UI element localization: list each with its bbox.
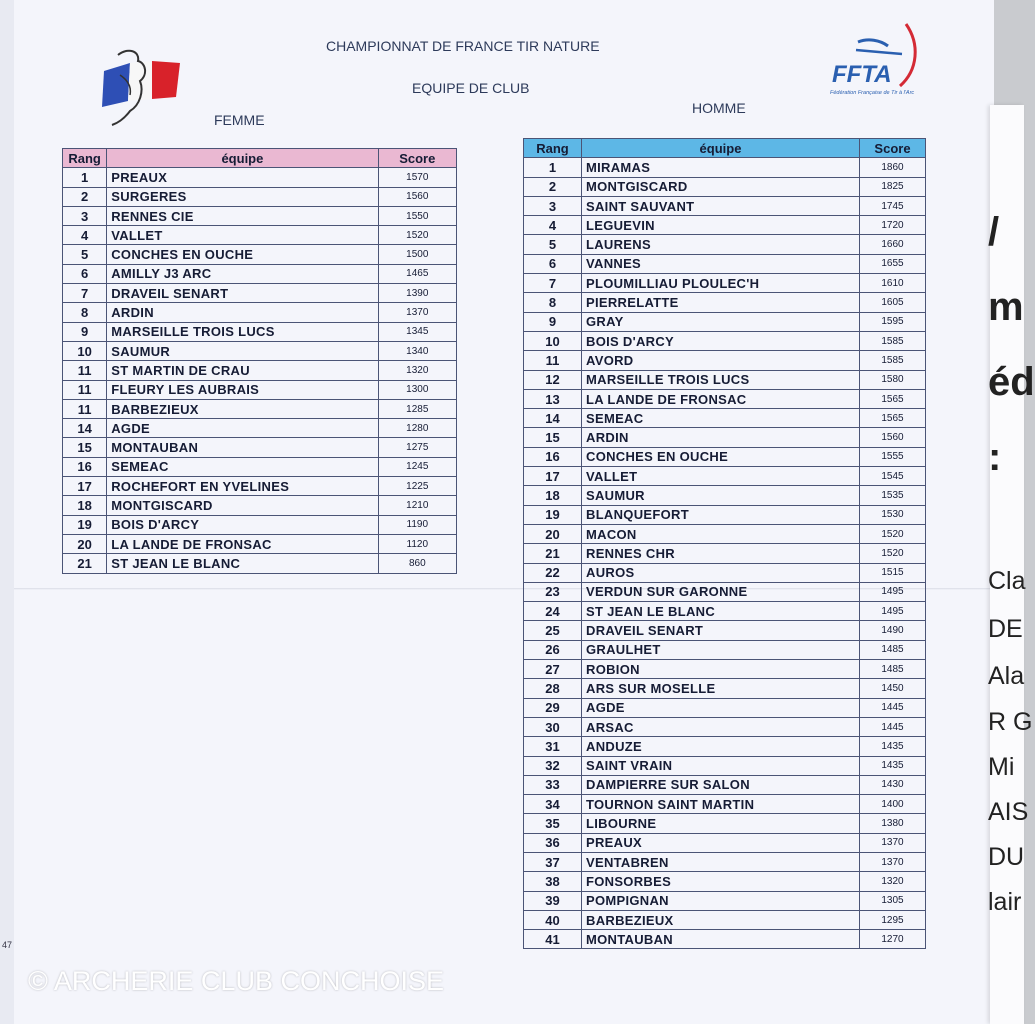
table-row [524,582,926,601]
score-cell: 1485 [860,660,926,679]
table-row [524,351,926,370]
rank-cell: 21 [63,554,107,573]
table-row [63,284,457,303]
table-row [524,274,926,293]
table-row [63,515,457,534]
score-cell: 1450 [860,679,926,698]
team-cell: RENNES CIE [107,206,378,225]
rank-cell: 18 [63,496,107,515]
team-cell: ROBION [582,660,860,679]
score-cell: 1340 [378,341,456,360]
score-cell: 1370 [860,852,926,871]
table-row [524,872,926,891]
rank-cell: 4 [524,216,582,235]
rank-cell: 7 [63,284,107,303]
team-cell: MONTAUBAN [107,438,378,457]
rank-cell: 36 [524,833,582,852]
rank-cell: 16 [63,457,107,476]
table-row [524,447,926,466]
table-row [524,737,926,756]
score-cell: 1370 [860,833,926,852]
rank-cell: 22 [524,563,582,582]
rank-cell: 29 [524,698,582,717]
score-cell: 1270 [860,930,926,949]
team-cell: MACON [582,524,860,543]
table-row [524,621,926,640]
rank-cell: 8 [524,293,582,312]
score-cell: 1300 [378,380,456,399]
table-row [524,544,926,563]
rank-cell: 19 [63,515,107,534]
team-cell: BOIS D'ARCY [582,331,860,350]
table-row [524,795,926,814]
team-cell: ARS SUR MOSELLE [582,679,860,698]
team-cell: ARDIN [582,428,860,447]
team-cell: MONTGISCARD [107,496,378,515]
page-title: CHAMPIONNAT DE FRANCE TIR NATURE [326,38,600,54]
rank-cell: 12 [524,370,582,389]
score-cell: 1190 [378,515,456,534]
rank-column-header: Rang [63,149,107,168]
score-cell: 1285 [378,399,456,418]
team-cell: DRAVEIL SENART [107,284,378,303]
table-row [63,226,457,245]
team-cell: MIRAMAS [582,158,860,177]
team-cell: SAINT VRAIN [582,756,860,775]
table-row [524,428,926,447]
score-column-header: Score [378,149,456,168]
rank-cell: 11 [63,399,107,418]
score-cell: 1400 [860,795,926,814]
score-cell: 1585 [860,351,926,370]
table-row [524,505,926,524]
score-cell: 1320 [378,361,456,380]
rank-cell: 14 [63,419,107,438]
team-cell: ST JEAN LE BLANC [107,554,378,573]
right-sheet-fragment: Ala [988,662,1025,690]
rank-cell: 28 [524,679,582,698]
table-row [63,399,457,418]
team-cell: AUROS [582,563,860,582]
table-row [63,206,457,225]
rank-cell: 21 [524,544,582,563]
rank-cell: 14 [524,409,582,428]
ffta-tagline: Fédération Française de Tir à l'Arc [830,90,915,96]
score-cell: 1535 [860,486,926,505]
rank-cell: 38 [524,872,582,891]
team-cell: BOIS D'ARCY [107,515,378,534]
table-row [524,524,926,543]
team-cell: BARBEZIEUX [107,399,378,418]
score-cell: 1445 [860,717,926,736]
team-cell: LA LANDE DE FRONSAC [582,389,860,408]
score-cell: 1210 [378,496,456,515]
team-cell: SAUMUR [107,341,378,360]
score-cell: 1500 [378,245,456,264]
homme-label: HOMME [692,100,746,116]
score-cell: 1490 [860,621,926,640]
score-cell: 1605 [860,293,926,312]
team-cell: VERDUN SUR GARONNE [582,582,860,601]
table-row [524,216,926,235]
rank-cell: 2 [63,187,107,206]
table-row [524,196,926,215]
table-row [63,438,457,457]
rank-cell: 11 [524,351,582,370]
rank-cell: 7 [524,274,582,293]
rank-cell: 25 [524,621,582,640]
team-cell: SURGERES [107,187,378,206]
team-cell: SAUMUR [582,486,860,505]
table-row [524,717,926,736]
table-row [524,679,926,698]
score-cell: 1245 [378,457,456,476]
score-cell: 1390 [378,284,456,303]
right-sheet-fragment: Mi [988,753,1015,781]
team-cell: ST JEAN LE BLANC [582,602,860,621]
table-row [63,341,457,360]
score-cell: 1445 [860,698,926,717]
femme-results-table [62,148,457,574]
ffta-logo-icon [828,20,918,100]
team-cell: MARSEILLE TROIS LUCS [107,322,378,341]
homme-results-table [523,138,926,949]
table-row [63,245,457,264]
table-row [63,187,457,206]
team-cell: ARDIN [107,303,378,322]
rank-cell: 5 [524,235,582,254]
table-row [63,264,457,283]
score-cell: 1370 [378,303,456,322]
table-row [524,158,926,177]
score-cell: 1515 [860,563,926,582]
team-cell: LIBOURNE [582,814,860,833]
score-cell: 1275 [378,438,456,457]
team-cell: MONTGISCARD [582,177,860,196]
rank-cell: 9 [524,312,582,331]
team-cell: POMPIGNAN [582,891,860,910]
team-cell: GRAY [582,312,860,331]
score-cell: 1545 [860,467,926,486]
rank-cell: 24 [524,602,582,621]
table-row [524,486,926,505]
rank-cell: 15 [524,428,582,447]
table-row [63,168,457,187]
french-flag-emblem-icon [100,45,182,127]
score-cell: 1555 [860,447,926,466]
score-cell: 1660 [860,235,926,254]
score-column-header: Score [860,139,926,158]
team-cell: MARSEILLE TROIS LUCS [582,370,860,389]
score-cell: 1435 [860,756,926,775]
score-cell: 1570 [378,168,456,187]
table-row [524,756,926,775]
table-row [63,419,457,438]
table-row [524,254,926,273]
team-cell: CONCHES EN OUCHE [107,245,378,264]
rank-cell: 3 [524,196,582,215]
score-cell: 1745 [860,196,926,215]
right-sheet-fragment: DE [988,615,1023,643]
right-sheet-fragment: AIS [988,798,1029,826]
rank-cell: 11 [63,361,107,380]
team-cell: GRAULHET [582,640,860,659]
rank-cell: 2 [524,177,582,196]
table-row [524,660,926,679]
rank-cell: 1 [524,158,582,177]
rank-cell: 39 [524,891,582,910]
rank-cell: 13 [524,389,582,408]
score-cell: 1295 [860,910,926,929]
page-subtitle: EQUIPE DE CLUB [412,80,530,96]
score-cell: 1520 [860,544,926,563]
score-cell: 1380 [860,814,926,833]
rank-cell: 15 [63,438,107,457]
rank-column-header: Rang [524,139,582,158]
femme-label: FEMME [214,112,265,128]
rank-cell: 19 [524,505,582,524]
team-cell: MONTAUBAN [582,930,860,949]
team-column-header: équipe [582,139,860,158]
rank-cell: 20 [63,534,107,553]
table-row [524,640,926,659]
rank-cell: 33 [524,775,582,794]
rank-cell: 30 [524,717,582,736]
team-cell: PIERRELATTE [582,293,860,312]
rank-cell: 41 [524,930,582,949]
table-row [63,380,457,399]
table-row [524,331,926,350]
adjacent-sheet-left [0,0,15,1024]
table-row [524,833,926,852]
rank-cell: 17 [63,477,107,496]
team-cell: FLEURY LES AUBRAIS [107,380,378,399]
table-row [524,602,926,621]
table-header-row [524,139,926,158]
score-cell: 1435 [860,737,926,756]
table-row [63,496,457,515]
copyright-watermark: © ARCHERIE CLUB CONCHOISE [28,966,444,996]
team-cell: SAINT SAUVANT [582,196,860,215]
score-cell: 1520 [860,524,926,543]
table-row [524,910,926,929]
team-cell: VALLET [107,226,378,245]
rank-cell: 11 [63,380,107,399]
table-row [63,477,457,496]
rank-cell: 37 [524,852,582,871]
team-cell: TOURNON SAINT MARTIN [582,795,860,814]
score-cell: 1825 [860,177,926,196]
rank-cell: 34 [524,795,582,814]
rank-cell: 16 [524,447,582,466]
rank-cell: 32 [524,756,582,775]
table-row [524,312,926,331]
team-cell: BLANQUEFORT [582,505,860,524]
score-cell: 860 [378,554,456,573]
team-cell: PREAUX [107,168,378,187]
right-sheet-fragment: / [988,210,1000,254]
rank-cell: 35 [524,814,582,833]
rank-cell: 40 [524,910,582,929]
team-cell: AGDE [582,698,860,717]
score-cell: 1560 [860,428,926,447]
table-row [524,409,926,428]
score-cell: 1485 [860,640,926,659]
right-sheet-fragment: m [988,285,1024,329]
table-row [524,698,926,717]
table-row [63,322,457,341]
right-sheet-fragment: Cla [988,567,1026,595]
rank-cell: 17 [524,467,582,486]
score-cell: 1120 [378,534,456,553]
team-cell: BARBEZIEUX [582,910,860,929]
table-header-row [63,149,457,168]
score-cell: 1860 [860,158,926,177]
team-cell: ARSAC [582,717,860,736]
score-cell: 1550 [378,206,456,225]
team-cell: RENNES CHR [582,544,860,563]
rank-cell: 10 [524,331,582,350]
rank-cell: 20 [524,524,582,543]
score-cell: 1595 [860,312,926,331]
table-row [524,467,926,486]
team-cell: SEMEAC [107,457,378,476]
team-cell: ROCHEFORT EN YVELINES [107,477,378,496]
table-row [524,775,926,794]
score-cell: 1465 [378,264,456,283]
rank-cell: 18 [524,486,582,505]
score-cell: 1560 [378,187,456,206]
table-row [524,370,926,389]
left-sheet-fragment: 47 [1,940,12,950]
score-cell: 1585 [860,331,926,350]
right-sheet-fragment: éd [988,360,1035,404]
team-cell: LEGUEVIN [582,216,860,235]
score-cell: 1565 [860,389,926,408]
score-cell: 1610 [860,274,926,293]
rank-cell: 23 [524,582,582,601]
table-row [524,389,926,408]
team-cell: CONCHES EN OUCHE [582,447,860,466]
right-sheet-fragment: R G [988,708,1033,736]
right-sheet-fragment: : [988,435,1002,479]
team-cell: VALLET [582,467,860,486]
team-cell: AGDE [107,419,378,438]
team-cell: DAMPIERRE SUR SALON [582,775,860,794]
rank-cell: 6 [524,254,582,273]
team-cell: PLOUMILLIAU PLOULEC'H [582,274,860,293]
adjacent-sheet-right [988,105,1035,1024]
rank-cell: 9 [63,322,107,341]
score-cell: 1520 [378,226,456,245]
right-sheet-fragment: lair [988,888,1022,916]
score-cell: 1345 [378,322,456,341]
table-row [524,177,926,196]
score-cell: 1280 [378,419,456,438]
table-row [524,814,926,833]
team-cell: SEMEAC [582,409,860,428]
rank-cell: 26 [524,640,582,659]
rank-cell: 8 [63,303,107,322]
team-cell: LA LANDE DE FRONSAC [107,534,378,553]
team-column-header: équipe [107,149,378,168]
score-cell: 1495 [860,602,926,621]
rank-cell: 4 [63,226,107,245]
table-row [524,293,926,312]
score-cell: 1430 [860,775,926,794]
score-cell: 1320 [860,872,926,891]
score-cell: 1565 [860,409,926,428]
rank-cell: 3 [63,206,107,225]
team-cell: PREAUX [582,833,860,852]
table-row [524,235,926,254]
rank-cell: 27 [524,660,582,679]
team-cell: ST MARTIN DE CRAU [107,361,378,380]
score-cell: 1530 [860,505,926,524]
rank-cell: 31 [524,737,582,756]
rank-cell: 6 [63,264,107,283]
rank-cell: 1 [63,168,107,187]
team-cell: VANNES [582,254,860,273]
team-cell: DRAVEIL SENART [582,621,860,640]
table-row [524,563,926,582]
table-row [63,361,457,380]
table-row [524,891,926,910]
score-cell: 1225 [378,477,456,496]
team-cell: LAURENS [582,235,860,254]
table-row [63,534,457,553]
score-cell: 1655 [860,254,926,273]
score-cell: 1580 [860,370,926,389]
table-row [524,930,926,949]
right-sheet-fragment: DU [988,843,1025,871]
rank-cell: 10 [63,341,107,360]
score-cell: 1720 [860,216,926,235]
table-row [63,554,457,573]
team-cell: ANDUZE [582,737,860,756]
rank-cell: 5 [63,245,107,264]
ffta-logo-text: FFTA [832,61,892,88]
team-cell: FONSORBES [582,872,860,891]
team-cell: VENTABREN [582,852,860,871]
team-cell: AMILLY J3 ARC [107,264,378,283]
team-cell: AVORD [582,351,860,370]
score-cell: 1495 [860,582,926,601]
score-cell: 1305 [860,891,926,910]
table-row [63,457,457,476]
table-row [63,303,457,322]
table-row [524,852,926,871]
